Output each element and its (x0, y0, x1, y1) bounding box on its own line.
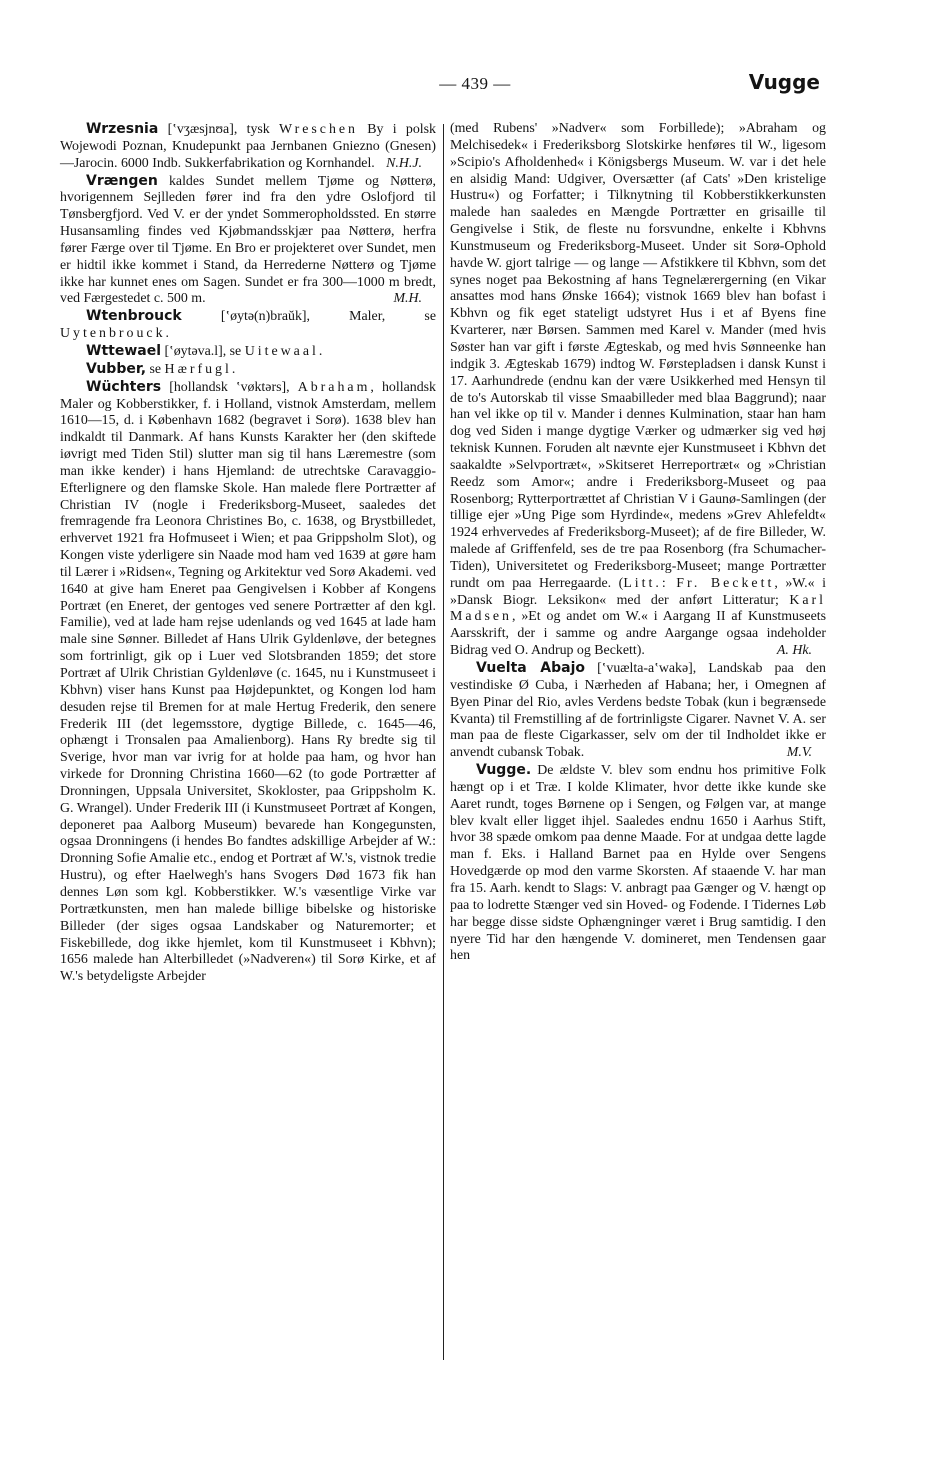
page-number: — 439 — (439, 74, 511, 93)
entry-text: (med Rubens' »Nadver« som Forbillede); »Abraham og Melchisedek« i Frederiksborg Slotskirke henføres til W., ligesom »Scipio's Afholdenhed« i Königsbergs Museum. W. var i det hele en alsidig Mand: Udgiver, Oversætter (af Cats' »Den kristelige Hustru«) og Forfatter; i Tilknytning til Kobberstikkerkunsten malede han saaledes en Mængde Portrætter en grisaille til Gengivelse i Stik, de fleste nu forsvundne, enkelte i Kbhvns Kunstmuseum og Frederiksborg-Museet. Under sit Sorø-Ophold havde W. gjort talrige — og lange — Afstikkere til Kbhvn, som det synes noget paa Bekostning af hans Tegnelærergerning (en Vikar ansattes mod hans Ønske 1664); vistnok 1669 blev han bofast i Kbhvn og fik eget stateligt udstyret Hus i et af Byens fine Kvarterer, nær Børsen. Sammen med Karel v. Mander (med hvis Søster han var gift i første Ægteskab, og med hvis Sønneenke han indgik 3. Ægteskab 1679) indtog W. Førstepladsen i dansk Kunst i 17. Aarhundrede (endnu kan der være Usikkerhed med Hensyn til de to's Autorskab til visse Smaabilleder med blaa Baggrund); naar han vel ikke op til v. Mander i dennes Kulmination, staar han ham dog ved Siden i mange dygtige Værker og udmærker sig ved høj teknisk Kunnen. Foruden alt nævnte ejer Kunstmuseet i Kbhvn det saakaldte »Selvportræt«, »Skitseret Herreportræt« og »Christian Reedz som Amor«; andre i Frederiksborg-Museet og paa Rosenborg; Rytterportrættet af Christian V i Gaunø-Samlingen (der tillige ejer »Ung Pige som Hyrdinde«, medens »Grev Ahlefeldt« 1924 erhvervedes af Frederiksborg-Museet); af de fire Billeder, W. malede af Griffenfeld, ses de tre paa Rosenborg (fra Schumacher-Tiden), Universitetet og Frederiksborg-Museet; mange Portrætter rundt om paa Herregaarde. ( (450, 121, 826, 591)
column-divider (443, 124, 444, 1360)
headword: Vugge. (476, 762, 532, 779)
headword: Wtenbrouck (86, 308, 182, 325)
entry-wrzesnia (60, 121, 436, 173)
entry-text: , tysk (233, 122, 280, 137)
headword: Vrængen (86, 172, 158, 189)
entry-wtenbrouck (60, 308, 436, 343)
headword: Wüchters (86, 378, 162, 395)
author-signature: M.H. (393, 291, 422, 307)
pronunciation: [ʽvuælta-aʽwakə] (585, 661, 693, 676)
entry-text: , »Et og andet om W.« i Aargang II af Kunstmuseets Aarsskrift, der i samme og andre Aargange ogsaa indeholder Bidrag ved O. Andrup og Beckett). (450, 609, 826, 659)
punctuation: . (165, 326, 170, 342)
entry-text: , Landskab paa den vestindiske Ø Cuba, i Nærheden af Habana; her, i Omegnen af Byen Pinar del Rio, avles Verdens bedste Tobak (kun i begrænsede Kvanta) til Fremstilling af de fortrinligste Cigarer. Navnet V. A. ser man paa de fleste Cigarkasser, selv om der til Indholdet ikke er anvendt cubansk Tobak. (450, 661, 826, 761)
pronunciation: [hollandsk ʽvøktərs], (161, 379, 298, 395)
spaced-name: Wreschen (279, 122, 359, 137)
entry-wuchters (60, 379, 436, 986)
entry-vubber (60, 361, 436, 379)
entry-wttewael (60, 343, 436, 361)
right-column (450, 121, 826, 965)
author-name: Karl Madsen (450, 592, 826, 625)
literature-label: Litt.: (623, 575, 669, 591)
entry-text: De ældste V. blev som endnu hos primitive Folk hængt op i et Træ. I kolde Klimater, hvor dette ikke kunde ske Aaret rundt, toges Børnene op i Sengen, og Følgen var, at mange blev kvalt eller ligget ihjel. Saaledes endnu 1650 i Aarhus Stift, hvor 38 spæde omkom paa denne Maade. For at undgaa dette lagde man f. Eks. i Halland Barnet paa en Hylde over Sengens Hovedgærde op mod den varme Skorsten. Af staaende V. har man fra 15. Aarh. kendt to Slags: V. anbragt paa Gænger og V. hængt op paa to lodrette Stænger ved sin Hoved- og Fodende. I Tidernes Løb har begge disse sidste Ophængninger været i Brug samtidig. I den nyere Tid har den hængende V. domineret, men Tendensen gaar hen (450, 763, 826, 964)
entry-text: , hollandsk Maler og Kobberstikker, f. i Holland, vistnok Amsterdam, mellem 1610—15, d. i København 1682 (begravet i Sorø). 1638 blev han indkaldt til Danmark. Af hans Kunsts Karakter her (den skiftede iøvrigt med Tiden Stil) slutter man sig til hans Læremestre (som man ikke kender) i hans Hjemland: de utrechtske Caravaggio-Efterlignere og den flamske Skole. Han malede flere Portrætter af Christian IV (nogle i Frederiksborg-Museet, saaledes det fremragende fra Leonora Christines Bo, c. 1638, og Brystbilledet, erhvervet 1921 fra Hofmuseet i Wien; et paa Grippsholm Slot), og Kongen viste yderligere sin Naade mod ham ved 1639 at gøre ham til Lærer i »Ridsen«, Tegning og Arkitektur ved Sorø Akademi. ved 1640 at give ham Eneret paa Gengivelsen i Kobber af Kongens Portræt (en Eneret, der gentoges ved senere Portrætter af den kgl. Familie), ved at lade ham rejse udenlands og ved 1645 at lade ham male sine Sønner. Billedet af Hans Ulrik Gyldenløve, der betegnes som fortrinligt, gik op i Luer ved Slotsbranden 1859; det store Portræt af Ulrik Christian Gyldenløve (c. 1645, nu i Kunstmuseet i Kbhvn) viser hans Kunst paa Højdepunktet, og Kongen lod ham desuden rejse til Bremen for at male Hertug Frederik, den senere Frederik III (det legemsstore, dygtige Billede, c. 1645—46, ophængt i Tronsalen paa Amalienborg). Hans Ry bredte sig til Sverige, hvor man var ivrig for at holde paa ham, og hvor han virkede for Dronning Christina 1660—62 (to gode Portrætter af Dronningen, Uppsala Universitet, Skokloster, paa Grippsholm K. G. Wrangel). Under Frederik III (i Kunstmuseet Portræt af Kongen, deponeret paa Aalborg Museum) bevarede han Kongegunsten, ogsaa Dronningens (i hendes Bo fandtes adskillige Arbejder af W.: Dronning Sofie Amalie etc., endog et Portræt af W.'s, vistnok tredie Hustru), og efter Haelwegh's hans Svogers Død 1673 fik han dennes Løn som kgl. Kobberstikker. W.'s væsentlige Virke var Portrætkunsten, men han malede billige bibelske og historiske Billeder (der siges ogsaa Landskaber og Naturemorter; et Fiskebillede, dog ikke hjemlet, kom til Kunstmuseet i Kbhvn); 1656 malede han Alterbilledet (»Nadveren«) til Sorø Kirke, et af W.'s betydeligste Arbejder (60, 379, 436, 985)
entry-text: [ʽøytəva.l], se (161, 343, 245, 359)
spaced-name: Abraham (297, 379, 371, 395)
punctuation: . (318, 343, 323, 359)
entry-text: , »W.« i »Dansk Biogr. Leksikon« med der anført Litteratur; (450, 575, 826, 608)
author-signature: N.H.J. (386, 155, 422, 171)
headword: Vuelta Abajo (476, 660, 585, 676)
entry-vugge (450, 762, 826, 965)
cross-reference: Hærfugl (164, 361, 232, 377)
punctuation: . (231, 361, 236, 377)
author-signature: A. Hk. (776, 643, 812, 659)
running-head: Vugge (748, 70, 820, 94)
entry-text: By i polsk Wojewodi Poznan, Knudepunkt paa Jernbanen Gniezno (Gnesen)—Jarocin. 6000 Indb. Sukkerfabrikation og Kornhandel. (60, 122, 437, 171)
headword: Wrzesnia (86, 121, 159, 137)
author-signature: M.V. (786, 745, 812, 761)
entry-text: se (146, 361, 165, 377)
cross-reference: Uitewaal (244, 343, 319, 359)
entry-vuelta-abajo (450, 660, 826, 762)
entry-wuchters-continued (450, 121, 826, 660)
entry-text: kaldes Sundet mellem Tjøme og Nøtterø, hvorigennem Sejlleden fører ind fra den ydre Oslofjord til Tønsbergfjord. Ved V. er der yndet Sommeropholdssted. En større Husansamling findes ved Kjøbmandsskjær paa Nøtterø, herfra fører Færge over til Tjøme. En Bro er projekteret over Sundet, men er hidtil ikke kommet i Stand, da Herrederne Nøtterø og Tjøme ikke har kunnet enes om Sagen. Sundet er fra 300—1000 m bredt, ved Færgestedet c. 500 m. (60, 173, 436, 307)
pronunciation: [ʽvʒæsjnʊa] (167, 122, 234, 137)
page-header (60, 68, 820, 108)
entry-vraengen (60, 173, 436, 309)
cross-reference: Uytenbrouck (60, 326, 166, 342)
left-column (60, 121, 436, 986)
headword: Wttewael (86, 342, 161, 359)
entry-text: [ʽøytə(n)braŭk], Maler, se (181, 309, 436, 325)
headword: Vubber, (86, 360, 147, 377)
author-name: Fr. Beckett (676, 575, 775, 591)
